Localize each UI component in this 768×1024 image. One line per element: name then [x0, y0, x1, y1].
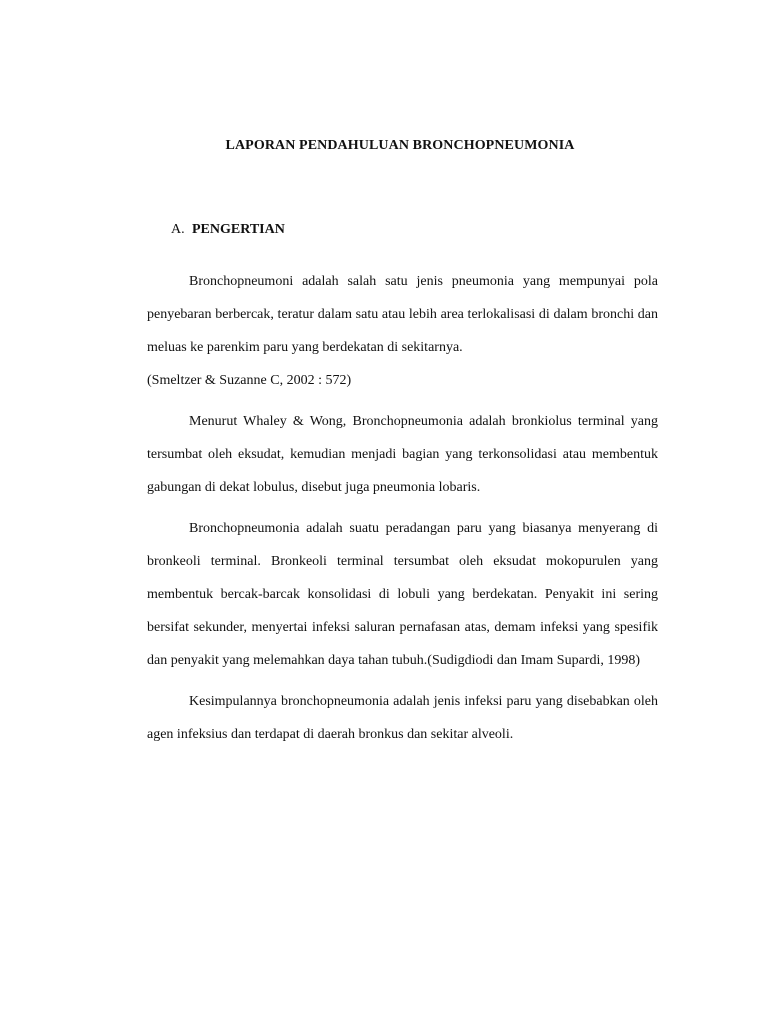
section-heading-label: PENGERTIAN	[192, 222, 285, 237]
section-letter: A.	[171, 222, 185, 237]
section-heading	[171, 222, 285, 238]
paragraph-definition-1	[147, 265, 658, 397]
paragraph-definition-2: Menurut Whaley & Wong, Bronchopneumonia adalah bronkiolus terminal yang tersumbat oleh eksudat, kemudian menjadi bagian yang terkonsolidasi atau membentuk gabungan di dekat lobulus, disebut juga pneumonia lobaris.	[147, 414, 658, 495]
paragraph-definition-3: Bronchopneumonia adalah suatu peradangan paru yang biasanya menyerang di bronkeoli terminal. Bronkeoli terminal tersumbat oleh eksudat mokopurulen yang membentuk bercak-barcak konsolidasi di lobuli yang berdekatan. Penyakit ini sering bersifat sekunder, menyertai infeksi saluran pernafasan atas, demam infeksi yang spesifik dan penyakit yang melemahkan daya tahan tubuh.(Sudigdiodi dan Imam Supardi, 1998)	[147, 521, 658, 668]
document-body	[147, 265, 658, 759]
paragraph-text: Bronchopneumoni adalah salah satu jenis pneumonia yang mempunyai pola penyebaran berbercak, teratur dalam satu atau lebih area terlokalisasi di dalam bronchi dan meluas ke parenkim paru yang berdekatan di sekitarnya.	[147, 274, 658, 355]
paragraph-conclusion: Kesimpulannya bronchopneumonia adalah jenis infeksi paru yang disebabkan oleh agen infeksius dan terdapat di daerah bronkus dan sekitar alveoli.	[147, 694, 658, 742]
document-title: LAPORAN PENDAHULUAN BRONCHOPNEUMONIA	[225, 138, 575, 153]
paragraph-citation: (Smeltzer & Suzanne C, 2002 : 572)	[147, 373, 352, 388]
